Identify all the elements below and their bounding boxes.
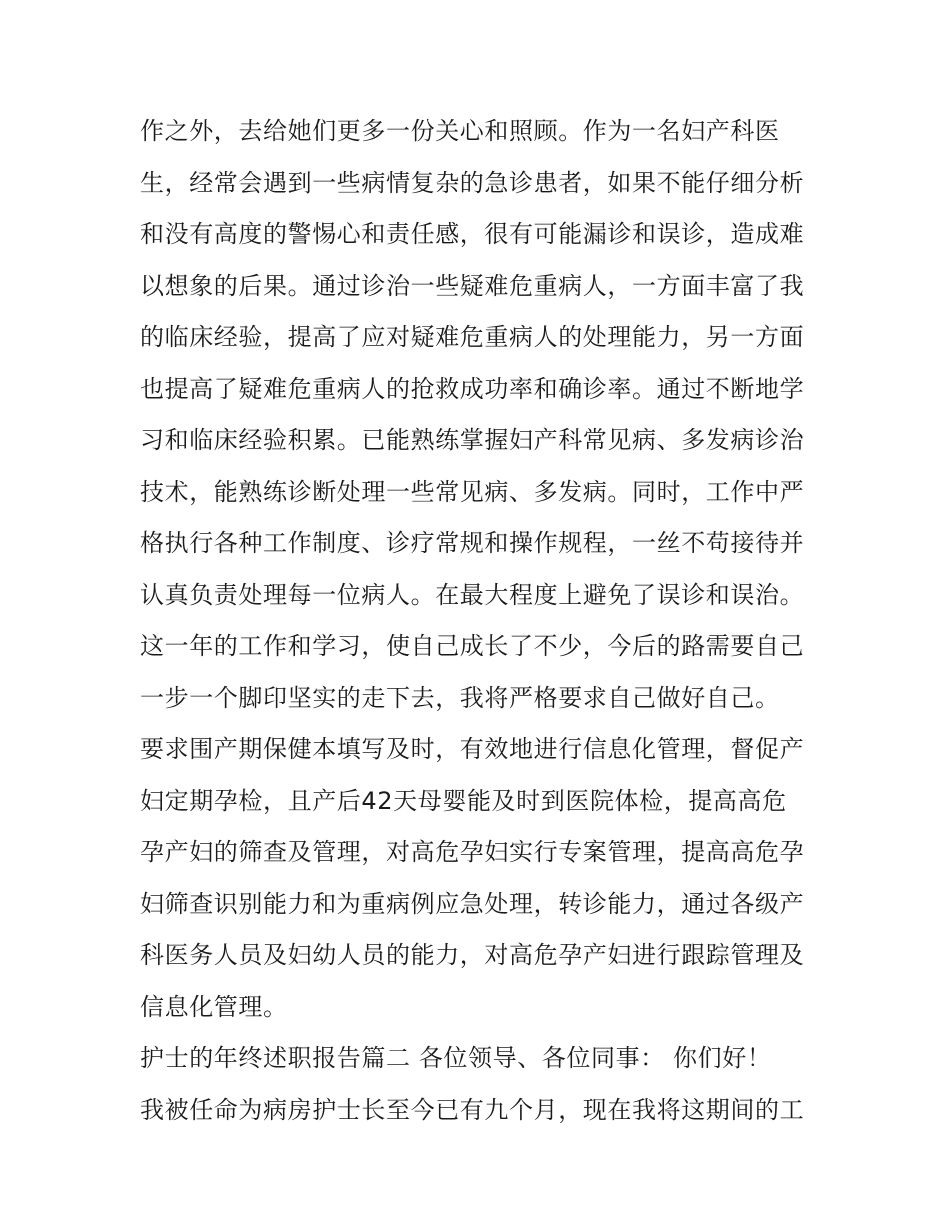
section-heading-line: 护士的年终述职报告篇二 各位领导、各位同事： 你们好！ (140, 1044, 772, 1072)
text-line: 格执行各种工作制度、诊疗常规和操作规程，一丝不苟接待并 (140, 529, 805, 557)
text-line: 这一年的工作和学习，使自己成长了不少，今后的路需要自己 (140, 632, 805, 660)
text-line: 妇筛查识别能力和为重病例应急处理，转诊能力，通过各级产 (140, 889, 805, 918)
text-line: 我被任命为病房护士长至今已有九个月，现在我将这期间的工 (140, 1095, 805, 1124)
text-line: 技术，能熟练诊断处理一些常见病、多发病。同时，工作中严 (140, 477, 805, 506)
text-line: 妇定期孕检，且产后42天母婴能及时到医院体检，提高高危 (140, 786, 787, 815)
text-line: 孕产妇的筛查及管理，对高危孕妇实行专案管理，提高高危孕 (140, 838, 805, 866)
text-line: 的临床经验，提高了应对疑难危重病人的处理能力，另一方面 (140, 323, 805, 351)
text-line: 生，经常会遇到一些病情复杂的急诊患者，如果不能仔细分析 (140, 168, 805, 197)
text-line: 信息化管理。 (140, 992, 288, 1021)
text-line: 以想象的后果。通过诊治一些疑难危重病人，一方面丰富了我 (140, 271, 805, 300)
text-line: 要求围产期保健本填写及时，有效地进行信息化管理，督促产 (140, 735, 805, 763)
text-line: 习和临床经验积累。已能熟练掌握妇产科常见病、多发病诊治 (140, 426, 805, 454)
text-line: 认真负责处理每一位病人。在最大程度上避免了误诊和误治。 (140, 580, 805, 609)
body-text (140, 106, 820, 1136)
text-line: 科医务人员及妇幼人员的能力，对高危孕产妇进行跟踪管理及 (140, 941, 805, 969)
text-line: 也提高了疑难危重病人的抢救成功率和确诊率。通过不断地学 (140, 374, 805, 403)
text-line: 一步一个脚印坚实的走下去，我将严格要求自己做好自己。 (140, 683, 780, 712)
text-line: 作之外，去给她们更多一份关心和照顾。作为一名妇产科医 (140, 117, 780, 145)
text-line: 和没有高度的警惕心和责任感，很有可能漏诊和误诊，造成难 (140, 220, 805, 248)
